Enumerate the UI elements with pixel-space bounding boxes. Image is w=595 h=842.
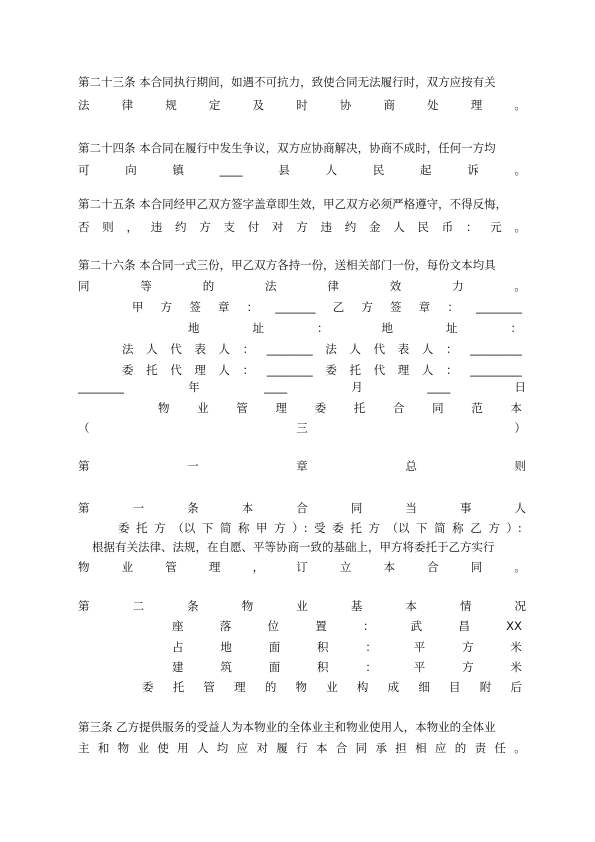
text-segment: 简: [434, 521, 446, 535]
text-segment: 当: [405, 501, 417, 515]
text-segment: 向: [125, 163, 137, 177]
text-segment: ________: [475, 300, 522, 314]
text-segment: 委: [332, 521, 344, 535]
text-segment: 物: [117, 741, 130, 755]
text-segment: 管: [236, 401, 248, 415]
text-segment: 人: [325, 163, 338, 177]
text-segment: 本: [241, 501, 254, 515]
text-segment: 人: [349, 342, 361, 356]
text-segment: 。: [514, 220, 526, 234]
text-segment: 落: [219, 619, 232, 633]
text-segment: 人: [393, 220, 405, 234]
text-segment: 业: [326, 680, 338, 694]
text-segment: 诉: [467, 163, 479, 177]
text-segment: 受: [314, 521, 326, 535]
text-segment: 月: [351, 380, 363, 394]
clause-2-location: [172, 616, 522, 636]
text-segment: 的: [454, 741, 467, 755]
text-segment: 立: [339, 560, 352, 574]
text-segment: ：: [246, 300, 259, 314]
text-segment: 委: [118, 521, 130, 535]
text-segment: 本: [405, 599, 417, 613]
text-segment: 约: [175, 220, 187, 234]
text-segment: 管: [165, 560, 177, 574]
text-segment: 置: [315, 619, 327, 633]
text-segment: 合: [427, 560, 439, 574]
text-segment: ________: [266, 342, 313, 356]
text-segment: 处: [427, 98, 439, 112]
text-segment: 同: [355, 741, 368, 755]
text-segment: （以: [386, 521, 410, 535]
text-segment: 民: [372, 163, 385, 177]
text-segment: 合: [296, 501, 308, 515]
text-segment: 平: [413, 640, 426, 654]
text-segment: 付: [247, 220, 260, 234]
text-segment: ）: [514, 421, 526, 435]
text-segment: 年: [188, 380, 200, 394]
clause-1-heading: [78, 498, 526, 518]
text-segment: 范: [471, 401, 483, 415]
text-segment: 代: [170, 342, 182, 356]
text-segment: 相: [415, 741, 427, 755]
text-segment: 及: [252, 98, 265, 112]
text-segment: （以: [172, 521, 196, 535]
text-segment: 积: [317, 660, 329, 674]
text-segment: 违: [320, 220, 332, 234]
article-25-line-2: [78, 217, 526, 237]
text-segment: 业: [296, 599, 308, 613]
text-segment: ____: [264, 380, 288, 394]
text-segment: 细: [418, 680, 430, 694]
text-segment: 履: [276, 741, 288, 755]
text-segment: 。: [514, 279, 526, 293]
text-segment: 规: [165, 98, 177, 112]
text-segment: 人: [218, 342, 230, 356]
text-segment: 况: [514, 599, 526, 613]
text-segment: 简: [219, 521, 232, 535]
text-segment: 成: [387, 680, 400, 694]
text-segment: 物: [241, 599, 254, 613]
text-segment: 同: [432, 401, 444, 415]
text-segment: 委: [122, 363, 134, 377]
clause-2-land-area: [172, 637, 522, 657]
text-segment: 应: [434, 741, 447, 755]
text-segment: 本: [383, 560, 395, 574]
text-segment: 法: [265, 279, 277, 293]
text-segment: 对: [272, 220, 284, 234]
clause-2-composition: [142, 677, 522, 697]
clause-1-body-2: [78, 557, 526, 577]
text-segment: 合: [392, 401, 405, 415]
text-segment: 管: [203, 680, 215, 694]
text-segment: 第: [78, 459, 90, 473]
clause-2-building-area: [172, 657, 522, 677]
text-segment: 方: [368, 521, 380, 535]
clause-3-line-1: 第三条 乙方提供服务的受益人为本物业的全体业主和物业使用人，本物业的全体业: [78, 720, 496, 734]
text-segment: 章: [296, 459, 308, 473]
text-segment: 理: [208, 560, 221, 574]
text-segment: 人: [146, 342, 158, 356]
text-segment: 法: [78, 98, 90, 112]
text-segment: 目: [449, 680, 461, 694]
text-segment: ）:: [506, 521, 522, 535]
text-segment: ：: [446, 363, 458, 377]
text-segment: 方: [462, 640, 474, 654]
text-segment: 方: [199, 220, 211, 234]
text-segment: 使: [157, 741, 169, 755]
text-segment: 约: [344, 220, 357, 234]
text-segment: 理: [194, 363, 206, 377]
text-segment: 签: [189, 300, 201, 314]
text-segment: 占: [172, 640, 184, 654]
text-segment: 违: [150, 220, 163, 234]
text-segment: 行: [296, 741, 308, 755]
text-segment: 律: [121, 98, 134, 112]
text-segment: 方: [361, 300, 373, 314]
text-segment: 民: [417, 220, 429, 234]
text-segment: _______: [275, 300, 316, 314]
text-segment: 时: [296, 98, 308, 112]
text-segment: 代: [373, 342, 386, 356]
text-segment: 方: [462, 660, 474, 674]
text-segment: 责: [474, 741, 487, 755]
text-segment: ________: [78, 380, 124, 394]
text-segment: 理: [470, 98, 483, 112]
text-segment: 委: [325, 363, 337, 377]
article-26-line-2: [78, 276, 526, 296]
text-segment: ____: [427, 380, 451, 394]
text-segment: 米: [510, 660, 522, 674]
text-segment: 面: [268, 660, 281, 674]
clause-1-body-1: 根据有关法律、法规，在自愿、平等协商一致的基础上，甲方将委托于乙方实行: [92, 540, 495, 554]
text-segment: 订: [296, 560, 308, 574]
article-26-line-1: 第二十六条 本合同一式三份，甲乙双方各持一份，送相关部门一份，每份文本均具: [78, 258, 496, 272]
text-segment: 合: [335, 741, 348, 755]
text-segment: 人: [421, 363, 434, 377]
text-segment: 主: [78, 741, 90, 755]
text-segment: 业: [121, 560, 134, 574]
text-segment: 托: [136, 521, 148, 535]
text-segment: ：: [365, 640, 377, 654]
text-segment: 元: [490, 220, 502, 234]
text-segment: 事: [459, 501, 472, 515]
text-segment: 日: [514, 380, 526, 394]
article-23-line-2: [78, 95, 526, 115]
text-segment: _________: [470, 342, 522, 356]
text-segment: 托: [349, 363, 361, 377]
text-segment: 代: [373, 363, 386, 377]
text-segment: 人: [218, 363, 230, 377]
text-segment: 镇: [172, 163, 184, 177]
text-segment: ：: [362, 619, 375, 633]
text-segment: ：: [317, 321, 329, 335]
text-segment: 建: [172, 660, 184, 674]
text-segment: 同: [78, 279, 90, 293]
text-segment: ：: [242, 363, 255, 377]
text-segment: 币: [441, 220, 454, 234]
text-segment: 章: [217, 300, 230, 314]
text-segment: 托: [350, 521, 362, 535]
text-segment: _________: [470, 363, 522, 377]
text-segment: 地: [220, 640, 232, 654]
article-23-line-1: 第二十三条 本合同执行期间，如遇不可抗力，致使合同无法履行时，双方应按有关: [78, 75, 496, 89]
text-segment: 情: [459, 599, 472, 613]
text-segment: 。: [514, 98, 526, 112]
text-segment: 章: [418, 300, 431, 314]
text-segment: 积: [317, 640, 329, 654]
article-24-line-1: 第二十四条 本合同在履行中发生争议，双方应协商解决，协商不成时，任何一方均: [78, 141, 496, 155]
text-segment: 业: [197, 401, 209, 415]
clause-1-parties: [118, 518, 522, 538]
text-segment: 本: [315, 741, 328, 755]
text-segment: 和: [97, 741, 110, 755]
text-segment: 可: [78, 163, 90, 177]
text-segment: 址: [252, 321, 264, 335]
text-segment: 理: [234, 680, 246, 694]
text-segment: 支: [223, 220, 235, 234]
text-segment: 托: [146, 363, 158, 377]
text-segment: 面: [268, 640, 281, 654]
clause-3-line-2: [78, 738, 526, 758]
text-segment: 效: [389, 279, 402, 293]
text-segment: 则: [102, 220, 114, 234]
text-segment: ：: [466, 220, 478, 234]
text-segment: ，: [252, 560, 265, 574]
text-segment: 理: [397, 363, 410, 377]
text-segment: 条: [187, 599, 199, 613]
text-segment: 总: [405, 459, 417, 473]
text-segment: 后: [510, 680, 522, 694]
text-segment: 签: [390, 300, 402, 314]
text-segment: 协: [339, 98, 352, 112]
text-segment: 下: [201, 521, 214, 535]
text-segment: 托: [353, 401, 366, 415]
text-segment: 昌: [458, 619, 470, 633]
text-segment: 金: [369, 220, 381, 234]
text-segment: 任: [494, 741, 506, 755]
text-segment: 二: [132, 599, 145, 613]
text-segment: 物: [78, 560, 90, 574]
text-segment: 定: [208, 98, 221, 112]
text-segment: 否: [78, 220, 90, 234]
text-segment: 甲: [256, 521, 268, 535]
text-segment: 一: [187, 459, 199, 473]
text-segment: XX: [506, 619, 522, 633]
text-segment: 乙: [332, 300, 345, 314]
text-segment: ：: [365, 660, 377, 674]
text-segment: 。: [514, 163, 526, 177]
text-segment: 表: [397, 342, 410, 356]
text-segment: ：: [446, 342, 458, 356]
text-segment: ，: [126, 220, 138, 234]
text-segment: 称: [452, 521, 464, 535]
text-segment: 代: [170, 363, 182, 377]
text-segment: 委: [314, 401, 327, 415]
text-segment: 下: [416, 521, 428, 535]
text-segment: ）:: [292, 521, 308, 535]
text-segment: 座: [172, 619, 184, 633]
text-segment: 第: [78, 599, 90, 613]
text-segment: 称: [237, 521, 250, 535]
text-segment: 县: [278, 163, 290, 177]
text-segment: 委: [142, 680, 154, 694]
text-segment: ________: [266, 363, 313, 377]
text-segment: 起: [420, 163, 432, 177]
text-segment: 构: [356, 680, 369, 694]
text-segment: 承: [375, 741, 387, 755]
text-segment: 则: [514, 459, 526, 473]
clause-2-heading: [78, 596, 526, 616]
text-segment: 平: [413, 660, 426, 674]
text-segment: 米: [510, 640, 522, 654]
text-segment: 地: [188, 321, 200, 335]
text-segment: 对: [256, 741, 268, 755]
text-segment: 均: [216, 741, 229, 755]
text-segment: 。: [514, 560, 526, 574]
text-segment: 第: [78, 501, 90, 515]
text-segment: 方: [154, 521, 166, 535]
text-segment: 武: [410, 619, 423, 633]
text-segment: 同: [470, 560, 483, 574]
text-segment: 方: [274, 521, 286, 535]
text-segment: 方: [160, 300, 173, 314]
text-segment: 法: [325, 342, 337, 356]
text-segment: 一: [132, 501, 145, 515]
article-25-line-1: 第二十五条 本合同经甲乙双方签字盖章即生效，甲乙双方必须严格遵守，不得反悔，: [78, 197, 508, 211]
text-segment: 人: [196, 741, 209, 755]
text-segment: 地: [381, 321, 393, 335]
text-segment: 址: [446, 321, 458, 335]
text-segment: ____: [219, 163, 243, 177]
text-segment: 商: [383, 98, 395, 112]
address-line: [188, 318, 522, 338]
text-segment: 条: [187, 501, 199, 515]
template-number: [78, 418, 526, 438]
legal-representative-line: [122, 339, 522, 359]
template-title: [158, 398, 522, 418]
text-segment: 附: [479, 680, 492, 694]
text-segment: 用: [177, 741, 189, 755]
text-segment: 人: [421, 342, 434, 356]
text-segment: 托: [172, 680, 185, 694]
text-segment: 物: [295, 680, 308, 694]
text-segment: 甲: [132, 300, 144, 314]
text-segment: ：: [510, 321, 522, 335]
text-segment: 力: [452, 279, 464, 293]
text-segment: 。: [514, 741, 526, 755]
text-segment: 应: [236, 741, 249, 755]
text-segment: 位: [267, 619, 279, 633]
text-segment: 律: [327, 279, 339, 293]
text-segment: 理: [275, 401, 287, 415]
date-line: [78, 377, 526, 397]
text-segment: 的: [264, 680, 277, 694]
text-segment: ：: [447, 300, 459, 314]
text-segment: 的: [202, 279, 215, 293]
text-segment: ：: [242, 342, 255, 356]
text-segment: 担: [395, 741, 407, 755]
text-segment: 法: [122, 342, 134, 356]
text-segment: 等: [140, 279, 152, 293]
article-24-line-2: [78, 160, 526, 180]
text-segment: 筑: [220, 660, 232, 674]
text-segment: 方: [296, 220, 308, 234]
text-segment: 乙: [470, 521, 482, 535]
text-segment: 三: [296, 421, 308, 435]
text-segment: 基: [350, 599, 363, 613]
text-segment: 同: [350, 501, 363, 515]
text-segment: 人: [514, 501, 526, 515]
text-segment: 方: [488, 521, 500, 535]
text-segment: 业: [137, 741, 149, 755]
text-segment: 表: [194, 342, 206, 356]
text-segment: 物: [158, 401, 170, 415]
signature-line: [132, 297, 522, 317]
text-segment: 本: [510, 401, 522, 415]
chapter-1-heading: [78, 456, 526, 476]
text-segment: （: [78, 421, 90, 435]
